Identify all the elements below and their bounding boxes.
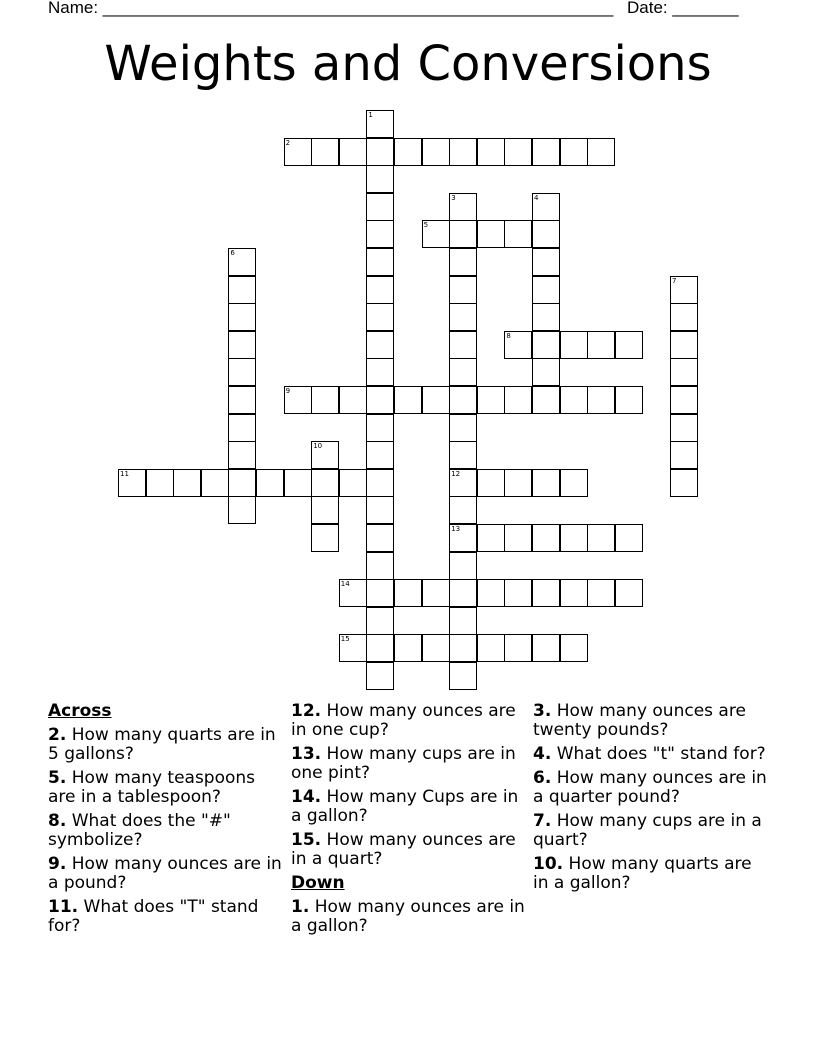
grid-cell[interactable]	[532, 331, 560, 359]
grid-cell[interactable]	[477, 634, 505, 662]
grid-cell[interactable]	[449, 138, 477, 166]
clue-number-label: 15	[340, 635, 350, 644]
grid-cell[interactable]	[504, 579, 532, 607]
grid-cell[interactable]	[560, 469, 588, 497]
grid-cell[interactable]	[532, 138, 560, 166]
clues-column-3	[533, 702, 769, 898]
grid-cell[interactable]	[477, 138, 505, 166]
grid-cell[interactable]	[284, 469, 312, 497]
grid-cell[interactable]	[670, 469, 698, 497]
grid-cell[interactable]	[256, 469, 284, 497]
grid-cell[interactable]	[228, 276, 256, 304]
grid-cell[interactable]	[560, 138, 588, 166]
clue-number-label: 14	[340, 580, 350, 589]
grid-cell[interactable]	[670, 358, 698, 386]
grid-cell[interactable]	[422, 386, 450, 414]
grid-cell[interactable]	[532, 303, 560, 331]
grid-cell[interactable]	[560, 331, 588, 359]
grid-cell[interactable]	[366, 220, 394, 248]
grid-cell[interactable]	[366, 607, 394, 635]
grid-cell[interactable]	[339, 138, 367, 166]
clue-down-7: 7. How many cups are in a quart?	[533, 811, 762, 850]
grid-cell[interactable]	[560, 579, 588, 607]
grid-cell[interactable]	[560, 386, 588, 414]
grid-cell[interactable]	[228, 386, 256, 414]
clue-number-label: 5	[423, 221, 429, 230]
page-title: Weights and Conversions	[104, 36, 712, 92]
grid-cell[interactable]	[449, 414, 477, 442]
grid-cell[interactable]	[173, 469, 201, 497]
clue-across-13: 13. How many cups are in one pint?	[291, 744, 516, 783]
grid-cell[interactable]	[228, 303, 256, 331]
clue-down-4: 4. What does "t" stand for?	[533, 744, 766, 764]
clue-across-8: 8. What does the "#" symbolize?	[48, 811, 231, 850]
grid-cell[interactable]	[394, 579, 422, 607]
grid-cell[interactable]	[670, 441, 698, 469]
clue-number-label: 3	[451, 193, 456, 202]
grid-cell[interactable]	[366, 358, 394, 386]
clue-number-label: 8	[506, 331, 511, 340]
grid-cell[interactable]	[449, 441, 477, 469]
clue-number-label: 10	[313, 442, 323, 451]
grid-cell[interactable]	[449, 303, 477, 331]
grid-cell[interactable]	[449, 496, 477, 524]
grid-cell[interactable]	[449, 358, 477, 386]
grid-cell[interactable]	[422, 138, 450, 166]
grid-cell[interactable]	[532, 358, 560, 386]
grid-cell[interactable]	[477, 220, 505, 248]
grid-cell[interactable]	[311, 496, 339, 524]
grid-cell[interactable]	[311, 386, 339, 414]
clue-down-1: 1. How many ounces are in a gallon?	[291, 897, 525, 936]
grid-cell[interactable]	[146, 469, 174, 497]
grid-cell[interactable]	[449, 331, 477, 359]
grid-cell[interactable]	[394, 138, 422, 166]
clues-column-1	[48, 702, 284, 941]
grid-cell[interactable]	[560, 634, 588, 662]
grid-cell[interactable]	[504, 469, 532, 497]
clue-across-12: 12. How many ounces are in one cup?	[291, 701, 516, 740]
grid-cell[interactable]	[366, 248, 394, 276]
grid-cell[interactable]	[394, 634, 422, 662]
date-field[interactable]: Date: _______	[627, 0, 739, 17]
grid-cell[interactable]	[532, 386, 560, 414]
grid-cell[interactable]	[532, 248, 560, 276]
grid-cell[interactable]	[449, 662, 477, 690]
clue-number-label: 4	[534, 193, 539, 202]
grid-cell[interactable]	[670, 414, 698, 442]
grid-cell[interactable]	[449, 386, 477, 414]
name-field[interactable]: Name: ______________________________________________________	[48, 0, 614, 17]
grid-cell[interactable]	[560, 524, 588, 552]
grid-cell[interactable]	[670, 303, 698, 331]
grid-cell[interactable]	[615, 386, 643, 414]
clue-number-label: 7	[672, 276, 677, 285]
clue-down-6: 6. How many ounces are in a quarter pound?	[533, 768, 767, 807]
grid-cell[interactable]	[422, 634, 450, 662]
clue-number-label: 12	[451, 469, 461, 478]
clue-across-5: 5. How many teaspoons are in a tablespoon?	[48, 768, 256, 807]
grid-cell[interactable]	[311, 138, 339, 166]
across-heading: Across	[48, 701, 112, 721]
grid-cell[interactable]	[532, 634, 560, 662]
grid-cell[interactable]	[366, 193, 394, 221]
clue-across-15: 15. How many ounces are in a quart?	[291, 830, 516, 869]
grid-cell[interactable]	[477, 469, 505, 497]
grid-cell[interactable]	[532, 469, 560, 497]
grid-cell[interactable]	[477, 386, 505, 414]
grid-cell[interactable]	[449, 607, 477, 635]
grid-cell[interactable]	[366, 414, 394, 442]
down-heading: Down	[291, 873, 345, 893]
clue-down-3: 3. How many ounces are twenty pounds?	[533, 701, 746, 740]
grid-cell[interactable]	[366, 634, 394, 662]
grid-cell[interactable]	[587, 138, 615, 166]
clue-number-label: 2	[285, 138, 291, 147]
grid-cell[interactable]	[366, 469, 394, 497]
grid-cell[interactable]	[228, 441, 256, 469]
grid-cell[interactable]	[228, 358, 256, 386]
grid-cell[interactable]	[587, 331, 615, 359]
grid-cell[interactable]	[366, 331, 394, 359]
grid-cell[interactable]	[504, 386, 532, 414]
grid-cell[interactable]	[366, 552, 394, 580]
clue-number-label: 13	[451, 525, 461, 533]
grid-cell[interactable]	[615, 524, 643, 552]
clue-number-label: 6	[230, 249, 235, 257]
grid-cell[interactable]	[532, 524, 560, 552]
grid-cell[interactable]	[201, 469, 229, 497]
grid-cell[interactable]	[670, 386, 698, 414]
grid-cell[interactable]	[366, 303, 394, 331]
grid-cell[interactable]	[366, 524, 394, 552]
clue-across-14: 14. How many Cups are in a gallon?	[291, 787, 519, 826]
grid-cell[interactable]	[366, 276, 394, 304]
grid-cell[interactable]	[449, 579, 477, 607]
grid-cell[interactable]	[366, 662, 394, 690]
grid-cell[interactable]	[587, 524, 615, 552]
grid-cell[interactable]	[615, 331, 643, 359]
grid-cell[interactable]	[532, 579, 560, 607]
grid-cell[interactable]	[394, 386, 422, 414]
grid-cell[interactable]	[504, 138, 532, 166]
grid-cell[interactable]	[366, 386, 394, 414]
clues-column-2	[291, 702, 527, 941]
grid-cell[interactable]	[449, 220, 477, 248]
grid-cell[interactable]	[477, 524, 505, 552]
grid-cell[interactable]	[228, 469, 256, 497]
clue-down-10: 10. How many quarts are in a gallon?	[533, 854, 752, 893]
clue-number-label: 9	[285, 387, 291, 395]
clue-number-label: 11	[120, 469, 129, 478]
grid-cell[interactable]	[449, 276, 477, 304]
clue-across-11: 11. What does "T" stand for?	[48, 897, 259, 936]
grid-cell[interactable]	[422, 579, 450, 607]
grid-cell[interactable]	[449, 552, 477, 580]
grid-cell[interactable]	[311, 524, 339, 552]
grid-cell[interactable]	[587, 386, 615, 414]
grid-cell[interactable]	[504, 524, 532, 552]
grid-cell[interactable]	[228, 496, 256, 524]
grid-cell[interactable]	[532, 276, 560, 304]
grid-cell[interactable]	[670, 331, 698, 359]
clue-number-label: 1	[368, 111, 373, 119]
grid-cell[interactable]	[366, 441, 394, 469]
grid-cell[interactable]	[366, 165, 394, 193]
grid-cell[interactable]	[504, 634, 532, 662]
grid-cell[interactable]	[366, 579, 394, 607]
grid-cell[interactable]	[587, 579, 615, 607]
grid-cell[interactable]	[228, 414, 256, 442]
grid-cell[interactable]	[228, 331, 256, 359]
grid-cell[interactable]	[477, 579, 505, 607]
grid-cell[interactable]	[311, 469, 339, 497]
grid-cell[interactable]	[532, 220, 560, 248]
grid-cell[interactable]	[449, 248, 477, 276]
grid-cell[interactable]	[339, 386, 367, 414]
clue-across-9: 9. How many ounces are in a pound?	[48, 854, 282, 893]
grid-cell[interactable]	[615, 579, 643, 607]
grid-cell[interactable]	[504, 220, 532, 248]
clue-across-2: 2. How many quarts are in 5 gallons?	[48, 725, 276, 764]
grid-cell[interactable]	[366, 496, 394, 524]
grid-cell[interactable]	[366, 138, 394, 166]
grid-cell[interactable]	[339, 469, 367, 497]
grid-cell[interactable]	[449, 634, 477, 662]
